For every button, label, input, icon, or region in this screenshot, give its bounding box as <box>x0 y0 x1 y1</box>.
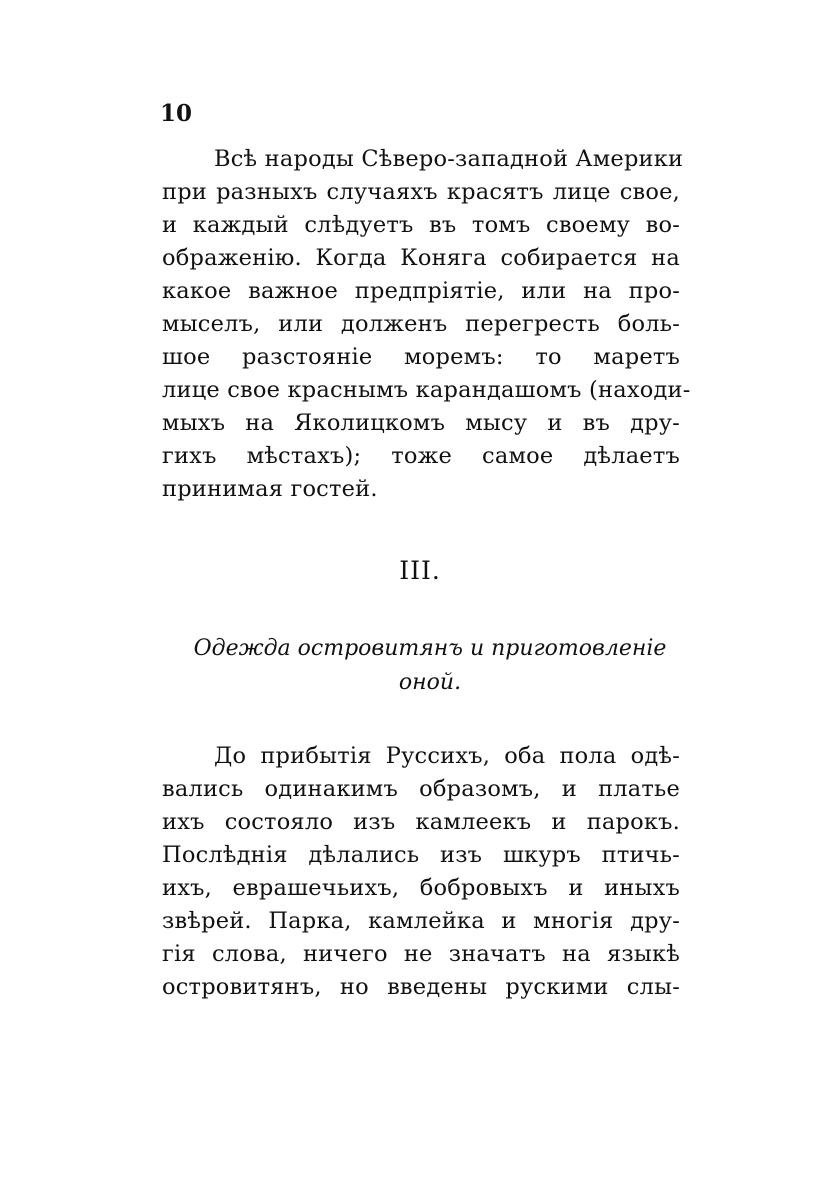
text-line: гія слова, ничего не значатъ на языкѣ <box>162 941 680 967</box>
page-number: 10 <box>160 100 193 127</box>
section-title <box>160 632 700 700</box>
text-line: и каждый слѣдуетъ въ томъ своему во- <box>162 212 680 238</box>
text-line: звѣрей. Парка, камлейка и многія дру- <box>162 908 680 934</box>
text-line: До прибытія Руссихъ, оба пола одѣ- <box>214 743 680 769</box>
text-line: принимая гостей. <box>162 476 378 502</box>
text-line: ихъ состояло изъ камлеекъ и парокъ. <box>162 809 680 835</box>
text-line: лице свое краснымъ карандашомъ (находи- <box>162 377 691 403</box>
text-line: какое важное предпріятіе, или на про- <box>162 278 680 304</box>
paragraph-body-1 <box>162 143 691 506</box>
paragraph-body-2 <box>162 740 680 1004</box>
section-title-line: оной. <box>398 670 462 695</box>
text-line: мыселъ, или долженъ перегресть боль- <box>162 311 680 337</box>
text-line: шое разстояніе моремъ: то маретъ <box>162 344 680 370</box>
section-title-line: Одежда островитянъ и приготовленіе <box>193 636 667 661</box>
section-number: III. <box>399 556 441 585</box>
text-line: при разныхъ случаяхъ красятъ лице свое, <box>162 179 680 205</box>
text-line: Всѣ народы Сѣверо-западной Америки <box>214 146 684 172</box>
text-line: гихъ мѣстахъ); тоже самое дѣлаетъ <box>162 443 680 469</box>
text-line: островитянъ, но введены рускими слы- <box>162 974 680 1000</box>
text-line: ображенію. Когда Коняга собирается на <box>162 245 680 271</box>
text-line: вались одинакимъ образомъ, и платье <box>162 776 680 802</box>
text-line: Послѣднія дѣлались изъ шкуръ птичь- <box>162 842 680 868</box>
text-line: ихъ, еврашечьихъ, бобровыхъ и иныхъ <box>162 875 680 901</box>
text-line: мыхъ на Яколицкомъ мысу и въ дру- <box>162 410 680 436</box>
